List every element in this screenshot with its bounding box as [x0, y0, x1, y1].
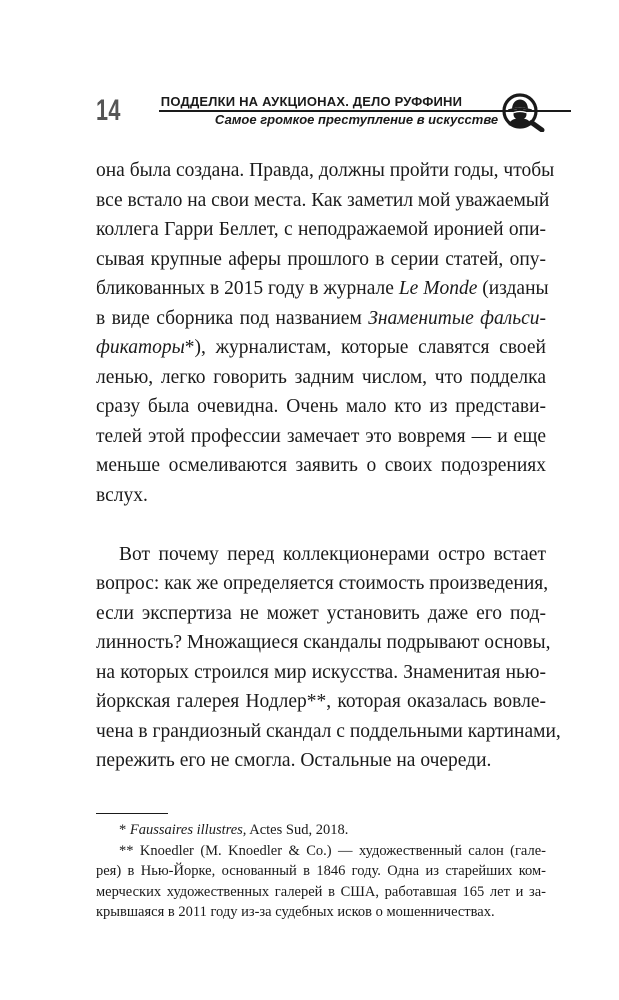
- text-line: [96, 274, 549, 304]
- text-fragment: (изданы: [477, 278, 549, 299]
- footnotes: [96, 820, 546, 923]
- footnote-rule: [96, 813, 168, 814]
- footnote-publisher: Actes Sud, 2018.: [246, 822, 349, 838]
- book-subtitle: Самое громкое преступление в искусстве: [214, 112, 499, 127]
- text-line: меньше осмеливаются заявить о своих подозрениях: [96, 455, 546, 476]
- text-line: вопрос: как же определяется стоимость произведения,: [96, 573, 549, 594]
- footnote-2-line: мерческих художественных галерей в США, работавшая 165 лет и за-: [96, 883, 546, 900]
- text-line: Вот почему перед коллекционерами остро встает: [119, 543, 546, 565]
- text-line: [96, 304, 546, 334]
- running-header: [96, 92, 546, 132]
- footnote-2-line: рея) в Нью-Йорке, основанный в 1846 году. Одна из старейших ком-: [96, 863, 546, 879]
- footnote-2-line: крывшаяся в 2011 году из-за судебных исков о мошенничествах.: [96, 904, 495, 920]
- paragraph-gap: [96, 510, 546, 540]
- book-reference: Знаменитые фальси-: [368, 307, 546, 329]
- footnote-1: [96, 820, 546, 841]
- paragraph-2: [96, 540, 561, 776]
- text-line: чена в грандиозный скандал с поддельными картинами,: [96, 720, 561, 742]
- text-line: ленью, легко говорить задним числом, что подделка: [96, 366, 546, 388]
- text-line: линность? Множащиеся скандалы подрывают основы,: [96, 632, 551, 653]
- footnote-mark: *: [119, 822, 130, 838]
- text-line: если экспертиза не может установить даже его под-: [96, 602, 546, 624]
- newspaper-name: Le Monde: [398, 278, 478, 299]
- text-fragment: бликованных в 2015 году в журнале: [96, 278, 399, 299]
- text-line: сывая крупные аферы прошлого в серии статей, опу-: [96, 248, 546, 270]
- text-line: коллега Гарри Беллет, с неподражаемой иронией опи-: [96, 219, 546, 240]
- paragraph-1: [96, 156, 555, 510]
- text-line: [96, 333, 546, 363]
- text-line: все встало на свои места. Как заметил мой уважаемый: [96, 189, 550, 211]
- book-reference: фикаторы: [96, 337, 185, 358]
- book-title: ПОДДЕЛКИ НА АУКЦИОНАХ. ДЕЛО РУФФИНИ: [160, 94, 463, 109]
- footnote-book-title: Faussaires illustres,: [129, 822, 247, 838]
- text-line: телей этой профессии замечает это вовремя — и еще: [96, 425, 546, 447]
- detective-magnifier-icon: [500, 92, 546, 132]
- text-line: на которых строился мир искусства. Знаменитая нью-: [96, 661, 546, 683]
- text-fragment: *), журналистам, которые славятся своей: [184, 337, 546, 358]
- text-line: вслух.: [96, 484, 148, 506]
- text-fragment: в виде сборника под названием: [96, 307, 369, 329]
- footnote-2-line: ** Knoedler (M. Knoedler & Co.) — художественный салон (гале-: [119, 842, 546, 859]
- body-text: [96, 156, 561, 776]
- text-line: йоркская галерея Нодлер**, которая оказалась вовле-: [96, 691, 546, 712]
- page-number: 14: [96, 94, 121, 127]
- text-line: сразу была очевидна. Очень мало кто из представи-: [96, 396, 546, 417]
- text-line: она была создана. Правда, должны пройти годы, чтобы: [96, 160, 555, 181]
- text-line: пережить его не смогла. Остальные на очереди.: [96, 750, 492, 771]
